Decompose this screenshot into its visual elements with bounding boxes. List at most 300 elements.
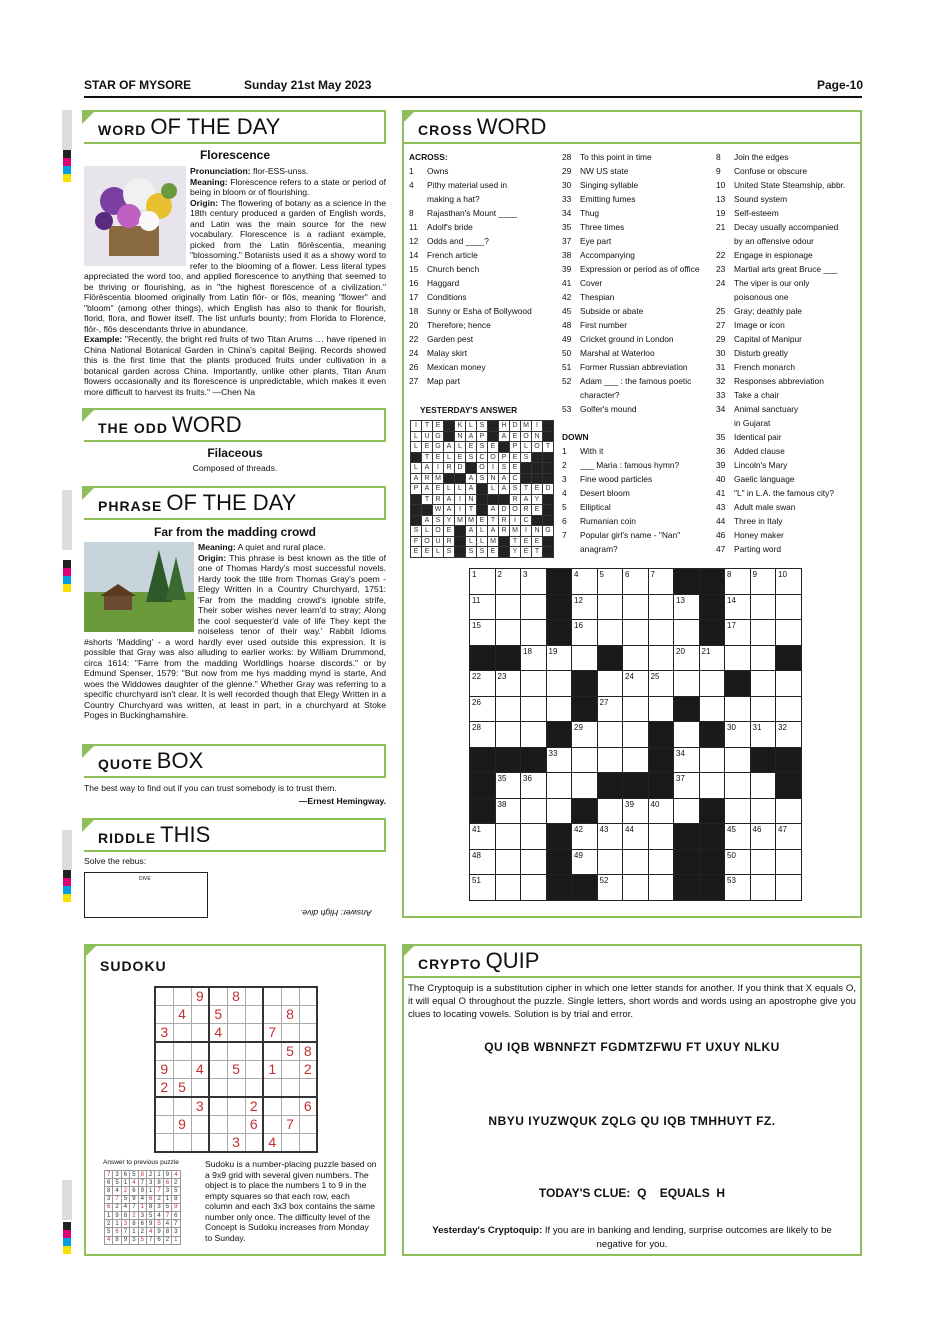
sudoku-cell[interactable] <box>281 1024 299 1042</box>
crossword-cell[interactable] <box>495 824 521 850</box>
answer-cell: S <box>444 547 455 558</box>
crossword-cell[interactable] <box>623 696 649 722</box>
sudoku-cell[interactable] <box>299 1005 317 1023</box>
crossword-cell[interactable] <box>674 798 700 824</box>
prev-cell: 2 <box>172 1179 180 1187</box>
clue-number: 2 <box>562 460 567 470</box>
crossword-cell[interactable]: 3 <box>521 569 547 595</box>
crossword-cell[interactable] <box>648 824 674 850</box>
crossword-cell[interactable]: 44 <box>623 824 649 850</box>
sudoku-cell[interactable]: 1 <box>263 1060 281 1078</box>
sudoku-cell[interactable]: 7 <box>281 1115 299 1133</box>
sudoku-cell[interactable] <box>299 1133 317 1151</box>
crossword-cell[interactable] <box>623 594 649 620</box>
sudoku-cell[interactable]: 7 <box>263 1024 281 1042</box>
clue <box>716 514 861 528</box>
crossword-cell[interactable]: 16 <box>572 620 598 646</box>
clue-number: 34 <box>716 404 726 414</box>
crossword-cell[interactable]: 21 <box>699 645 725 671</box>
sudoku-cell[interactable] <box>191 1024 209 1042</box>
crossword-cell[interactable] <box>750 849 776 875</box>
crossword-cell[interactable] <box>521 620 547 646</box>
clue-text: Popular girl's name - "Nan" <box>580 530 681 540</box>
black-cell <box>543 505 554 516</box>
crossword-cell[interactable] <box>597 849 623 875</box>
answer-cell: L <box>521 442 532 453</box>
odd-word-banner <box>84 408 386 442</box>
odd-word-def: Composed of threads. <box>192 463 278 473</box>
black-cell <box>572 875 598 901</box>
crossword-cell[interactable] <box>521 849 547 875</box>
black-cell <box>477 494 488 505</box>
sudoku-cell[interactable]: 2 <box>299 1060 317 1078</box>
prev-cell: 6 <box>105 1203 113 1211</box>
sudoku-cell[interactable] <box>263 987 281 1005</box>
crossword-cell[interactable]: 38 <box>495 798 521 824</box>
answer-cell: Y <box>444 515 455 526</box>
sudoku-cell[interactable]: 8 <box>227 987 245 1005</box>
sudoku-cell[interactable] <box>299 1115 317 1133</box>
clue <box>562 304 712 318</box>
sudoku-cell[interactable]: 3 <box>191 1097 209 1115</box>
sudoku-cell[interactable] <box>209 1097 227 1115</box>
black-cell <box>674 569 700 595</box>
answer-cell: T <box>422 452 433 463</box>
answer-cell: I <box>510 515 521 526</box>
sudoku-cell[interactable] <box>245 1024 263 1042</box>
sudoku-cell[interactable] <box>245 1005 263 1023</box>
margin-bar <box>62 830 72 870</box>
crossword-cell[interactable] <box>648 594 674 620</box>
crossword-cell[interactable]: 4 <box>572 569 598 595</box>
crossword-cell[interactable] <box>674 671 700 697</box>
sudoku-cell[interactable]: 4 <box>191 1060 209 1078</box>
crossword-cell[interactable]: 14 <box>725 594 751 620</box>
answer-cell: S <box>433 515 444 526</box>
crossword-cell[interactable]: 20 <box>674 645 700 671</box>
answer-cell: L <box>444 484 455 495</box>
sudoku-cell[interactable]: 4 <box>173 1005 191 1023</box>
sudoku-cell[interactable] <box>173 1133 191 1151</box>
crossword-cell[interactable] <box>521 671 547 697</box>
crossword-cell[interactable]: 43 <box>597 824 623 850</box>
black-cell <box>699 798 725 824</box>
crossword-cell[interactable] <box>776 671 802 697</box>
crossword-cell[interactable] <box>597 671 623 697</box>
sudoku-cell[interactable]: 9 <box>155 1060 173 1078</box>
crossword-cell[interactable]: 19 <box>546 645 572 671</box>
crossword-cell[interactable]: 13 <box>674 594 700 620</box>
crossword-cell[interactable]: 42 <box>572 824 598 850</box>
crossword-cell[interactable] <box>623 747 649 773</box>
sudoku-cell[interactable] <box>263 1078 281 1096</box>
sudoku-cell[interactable] <box>299 1024 317 1042</box>
clue <box>716 164 861 178</box>
sudoku-cell[interactable] <box>209 1115 227 1133</box>
crossword-cell[interactable]: 11 <box>470 594 496 620</box>
crossword-cell[interactable]: 1 <box>470 569 496 595</box>
crossword-cell[interactable] <box>699 696 725 722</box>
crossword-cell[interactable]: 8 <box>725 569 751 595</box>
sudoku-cell[interactable] <box>209 987 227 1005</box>
crossword-cell[interactable] <box>597 747 623 773</box>
clue <box>716 304 861 318</box>
sudoku-cell[interactable] <box>263 1005 281 1023</box>
crossword-cell[interactable]: 7 <box>648 569 674 595</box>
sudoku-cell[interactable] <box>263 1097 281 1115</box>
sudoku-cell[interactable] <box>155 1115 173 1133</box>
sudoku-cell[interactable]: 2 <box>155 1078 173 1096</box>
clue-text: Disturb greatly <box>734 348 788 358</box>
answer-cell: A <box>444 442 455 453</box>
crossword-cell[interactable] <box>597 722 623 748</box>
clue-text: Thug <box>580 208 600 218</box>
crossword-cell[interactable] <box>750 798 776 824</box>
crossword-cell[interactable] <box>495 722 521 748</box>
crossword-cell[interactable] <box>623 620 649 646</box>
sudoku-cell[interactable]: 6 <box>299 1097 317 1115</box>
crossword-cell[interactable]: 32 <box>776 722 802 748</box>
crossword-cell[interactable]: 34 <box>674 747 700 773</box>
crossword-cell[interactable]: 51 <box>470 875 496 901</box>
clue-number: 15 <box>409 264 419 274</box>
black-cell <box>546 620 572 646</box>
answer-cell: P <box>477 431 488 442</box>
crossword-cell[interactable] <box>725 798 751 824</box>
crossword-cell[interactable] <box>776 849 802 875</box>
sudoku-cell[interactable] <box>155 1005 173 1023</box>
rebus-box <box>84 872 208 918</box>
prev-cell: 7 <box>155 1187 163 1195</box>
sudoku-cell[interactable]: 8 <box>281 1005 299 1023</box>
clue <box>562 220 712 234</box>
crossword-cell[interactable] <box>776 594 802 620</box>
sudoku-cell[interactable] <box>299 987 317 1005</box>
sudoku-cell[interactable] <box>227 1115 245 1133</box>
sudoku-cell[interactable]: 8 <box>299 1042 317 1060</box>
clue-number: 1 <box>409 166 414 176</box>
prev-cell: 8 <box>121 1211 129 1219</box>
sudoku-cell[interactable] <box>173 1024 191 1042</box>
crossword-cell[interactable]: 45 <box>725 824 751 850</box>
prev-cell: 8 <box>130 1220 138 1228</box>
sudoku-cell[interactable]: 4 <box>263 1133 281 1151</box>
clue-number: 37 <box>562 236 572 246</box>
crossword-cell[interactable]: 6 <box>623 569 649 595</box>
phrase-title: Far from the madding crowd <box>153 525 316 539</box>
crossword-cell[interactable] <box>750 620 776 646</box>
crossword-cell[interactable] <box>572 645 598 671</box>
crossword-cell[interactable] <box>674 620 700 646</box>
sudoku-cell[interactable] <box>191 1133 209 1151</box>
clue-text: ___ Maria : famous hymn? <box>580 460 680 470</box>
crossword-cell[interactable] <box>750 671 776 697</box>
sudoku-cell[interactable]: 2 <box>245 1097 263 1115</box>
crossword-cell[interactable] <box>674 722 700 748</box>
prev-cell: 4 <box>163 1220 171 1228</box>
clue <box>562 234 712 248</box>
black-cell <box>455 547 466 558</box>
sudoku-cell[interactable]: 6 <box>245 1115 263 1133</box>
crossword-cell[interactable] <box>648 645 674 671</box>
black-cell <box>750 747 776 773</box>
crossword-cell[interactable]: 28 <box>470 722 496 748</box>
crossword-cell[interactable]: 5 <box>597 569 623 595</box>
clue-text: United State Steamship, abbr. <box>734 180 846 190</box>
prev-cell: 4 <box>113 1187 121 1195</box>
crossword-cell[interactable]: 23 <box>495 671 521 697</box>
sudoku-cell[interactable] <box>173 1097 191 1115</box>
clue-number: 27 <box>716 320 726 330</box>
crossword-cell[interactable] <box>495 696 521 722</box>
crossword-cell[interactable] <box>648 849 674 875</box>
sudoku-cell[interactable]: 5 <box>227 1060 245 1078</box>
crossword-cell[interactable] <box>495 849 521 875</box>
crossword-cell[interactable]: 22 <box>470 671 496 697</box>
answer-cell: C <box>510 473 521 484</box>
answer-cell: S <box>466 547 477 558</box>
clue-number: 38 <box>562 250 572 260</box>
crossword-cell[interactable] <box>725 696 751 722</box>
clue-number: 13 <box>716 194 726 204</box>
prev-cell: 5 <box>138 1236 146 1244</box>
crossword-cell[interactable] <box>572 747 598 773</box>
sudoku-cell[interactable] <box>245 1042 263 1060</box>
sudoku-cell[interactable] <box>209 1042 227 1060</box>
crossword-cell[interactable]: 9 <box>750 569 776 595</box>
sudoku-cell[interactable] <box>209 1078 227 1096</box>
sudoku-cell[interactable] <box>263 1042 281 1060</box>
black-cell <box>499 536 510 547</box>
crossword-cell[interactable] <box>623 875 649 901</box>
crossword-cell[interactable]: 48 <box>470 849 496 875</box>
black-cell <box>699 824 725 850</box>
crossword-cell[interactable]: 27 <box>597 696 623 722</box>
black-cell <box>411 505 422 516</box>
crossword-cell[interactable]: 15 <box>470 620 496 646</box>
crossword-cell[interactable]: 10 <box>776 569 802 595</box>
sudoku-cell[interactable] <box>281 1078 299 1096</box>
sudoku-cell[interactable] <box>227 1078 245 1096</box>
crossword-cell[interactable] <box>521 798 547 824</box>
sudoku-cell[interactable] <box>281 987 299 1005</box>
banner-large: WORD <box>172 412 242 437</box>
answer-cell: E <box>422 547 433 558</box>
crossword-cell[interactable] <box>699 773 725 799</box>
crossword-cell[interactable] <box>648 620 674 646</box>
sudoku-cell[interactable]: 5 <box>209 1005 227 1023</box>
clue-text: Cricket ground in London <box>580 334 674 344</box>
crossword-cell[interactable] <box>648 696 674 722</box>
crossword-cell[interactable] <box>521 875 547 901</box>
sudoku-cell[interactable] <box>155 1133 173 1151</box>
crossword-cell[interactable]: 36 <box>521 773 547 799</box>
sudoku-cell[interactable] <box>227 1097 245 1115</box>
prev-cell: 5 <box>146 1211 154 1219</box>
crossword-cell[interactable] <box>546 671 572 697</box>
crossword-cell[interactable]: 53 <box>725 875 751 901</box>
crossword-cell[interactable]: 35 <box>495 773 521 799</box>
prev-cell: 3 <box>155 1203 163 1211</box>
clue-number: 29 <box>562 166 572 176</box>
sudoku-cell[interactable] <box>299 1078 317 1096</box>
crossword-cell[interactable] <box>597 594 623 620</box>
sudoku-cell[interactable] <box>227 1005 245 1023</box>
crossword-cell[interactable] <box>750 875 776 901</box>
black-cell <box>648 773 674 799</box>
sudoku-cell[interactable] <box>245 987 263 1005</box>
crossword-cell[interactable]: 41 <box>470 824 496 850</box>
crossword-cell[interactable]: 29 <box>572 722 598 748</box>
sudoku-cell[interactable] <box>209 1060 227 1078</box>
crossword-cell[interactable] <box>776 620 802 646</box>
meaning: Florescence refers to a state or period of being in bloom or of flourishing. <box>190 176 386 197</box>
sudoku-cell[interactable] <box>281 1060 299 1078</box>
crossword-cell[interactable] <box>495 875 521 901</box>
crossword-cell[interactable]: 12 <box>572 594 598 620</box>
answer-cell: E <box>510 452 521 463</box>
crossword-cell[interactable] <box>495 594 521 620</box>
crossword-cell[interactable]: 46 <box>750 824 776 850</box>
clue-text: French article <box>427 250 478 260</box>
banner-small: SUDOKU <box>100 958 167 974</box>
crossword-cell[interactable] <box>521 696 547 722</box>
sudoku-cell[interactable]: 5 <box>173 1078 191 1096</box>
crossword-cell[interactable]: 52 <box>597 875 623 901</box>
clue-number: 41 <box>716 488 726 498</box>
crossword-cell[interactable] <box>750 773 776 799</box>
sudoku-cell[interactable] <box>209 1133 227 1151</box>
crossword-cell[interactable]: 24 <box>623 671 649 697</box>
crossword-cell[interactable] <box>521 594 547 620</box>
answer-cell: U <box>433 536 444 547</box>
crossword-cell[interactable] <box>623 645 649 671</box>
sudoku-cell[interactable] <box>191 1078 209 1096</box>
crossword-cell[interactable] <box>546 696 572 722</box>
crossword-cell[interactable] <box>521 722 547 748</box>
crossword-cell[interactable] <box>776 696 802 722</box>
crossword-cell[interactable] <box>699 671 725 697</box>
crossword-cell[interactable]: 39 <box>623 798 649 824</box>
crossword-cell[interactable]: 50 <box>725 849 751 875</box>
crossword-cell[interactable] <box>648 875 674 901</box>
crossword-cell[interactable] <box>597 620 623 646</box>
sudoku-cell[interactable] <box>191 1005 209 1023</box>
clue-text: Haggard <box>427 278 460 288</box>
sudoku-cell[interactable] <box>173 1042 191 1060</box>
crossword-cell[interactable]: 17 <box>725 620 751 646</box>
crossword-cell[interactable] <box>725 747 751 773</box>
answer-cell: E <box>433 421 444 432</box>
sudoku-cell[interactable] <box>245 1133 263 1151</box>
reg-mark <box>63 174 71 182</box>
clue-number: 36 <box>716 446 726 456</box>
clue <box>409 262 559 276</box>
sudoku-cell[interactable] <box>281 1133 299 1151</box>
crossword-cell[interactable]: 47 <box>776 824 802 850</box>
sudoku-cell[interactable]: 9 <box>173 1115 191 1133</box>
sudoku-cell[interactable] <box>245 1060 263 1078</box>
reg-mark <box>63 560 71 568</box>
sudoku-cell[interactable] <box>191 1042 209 1060</box>
crossword-cell[interactable]: 25 <box>648 671 674 697</box>
sudoku-cell[interactable]: 9 <box>191 987 209 1005</box>
crossword-cell[interactable] <box>750 594 776 620</box>
label: Origin: <box>198 552 227 563</box>
sudoku-cell[interactable]: 3 <box>227 1133 245 1151</box>
sudoku-cell[interactable] <box>245 1078 263 1096</box>
crossword-cell[interactable] <box>495 620 521 646</box>
crossword-cell[interactable] <box>572 773 598 799</box>
clue-number: 22 <box>716 250 726 260</box>
crossword-cell[interactable]: 40 <box>648 798 674 824</box>
crossword-cell[interactable]: 33 <box>546 747 572 773</box>
sudoku-cell[interactable] <box>173 987 191 1005</box>
clue-number: 8 <box>716 152 721 162</box>
black-cell <box>546 594 572 620</box>
crossword-cell[interactable] <box>725 645 751 671</box>
sudoku-cell[interactable]: 4 <box>209 1024 227 1042</box>
answer-cell: S <box>499 463 510 474</box>
crossword-cell[interactable] <box>750 696 776 722</box>
crossword-cell[interactable] <box>725 773 751 799</box>
answer-cell: A <box>444 494 455 505</box>
black-cell <box>597 773 623 799</box>
crossword-cell[interactable] <box>776 875 802 901</box>
crossword-cell[interactable]: 31 <box>750 722 776 748</box>
crossword-cell[interactable]: 2 <box>495 569 521 595</box>
clue-text: Conditions <box>427 292 467 302</box>
sudoku-cell[interactable] <box>155 987 173 1005</box>
black-cell <box>532 463 543 474</box>
crossword-cell[interactable]: 18 <box>521 645 547 671</box>
crossword-cell[interactable] <box>546 798 572 824</box>
sudoku-cell[interactable] <box>227 1042 245 1060</box>
answer-cell: S <box>466 452 477 463</box>
answer-cell: L <box>422 526 433 537</box>
crossword-cell[interactable] <box>750 645 776 671</box>
sudoku-cell[interactable]: 5 <box>281 1042 299 1060</box>
sudoku-cell[interactable] <box>263 1115 281 1133</box>
crossword-cell[interactable] <box>699 747 725 773</box>
sudoku-cell[interactable] <box>155 1042 173 1060</box>
clue-number: 33 <box>562 194 572 204</box>
crossword-cell[interactable] <box>623 849 649 875</box>
crossword-cell[interactable]: 37 <box>674 773 700 799</box>
sudoku-cell[interactable] <box>281 1097 299 1115</box>
sudoku-cell[interactable] <box>227 1024 245 1042</box>
crossword-cell[interactable] <box>546 773 572 799</box>
answer-cell: O <box>433 526 444 537</box>
crossword-cell[interactable]: 30 <box>725 722 751 748</box>
black-cell <box>648 722 674 748</box>
sudoku-cell[interactable] <box>173 1060 191 1078</box>
clue-text: character? <box>580 390 620 400</box>
crossword-cell[interactable] <box>623 722 649 748</box>
crossword-cell[interactable] <box>521 824 547 850</box>
crossword-cell[interactable] <box>776 798 802 824</box>
sudoku-cell[interactable]: 3 <box>155 1024 173 1042</box>
sudoku-cell[interactable] <box>191 1115 209 1133</box>
clue-text: NW US state <box>580 166 629 176</box>
crossword-cell[interactable]: 26 <box>470 696 496 722</box>
clue <box>409 318 559 332</box>
crossword-cell[interactable]: 49 <box>572 849 598 875</box>
prev-cell: 3 <box>113 1171 121 1179</box>
answer-cell: L <box>466 536 477 547</box>
sudoku-cell[interactable] <box>155 1097 173 1115</box>
crossword-cell[interactable] <box>597 798 623 824</box>
